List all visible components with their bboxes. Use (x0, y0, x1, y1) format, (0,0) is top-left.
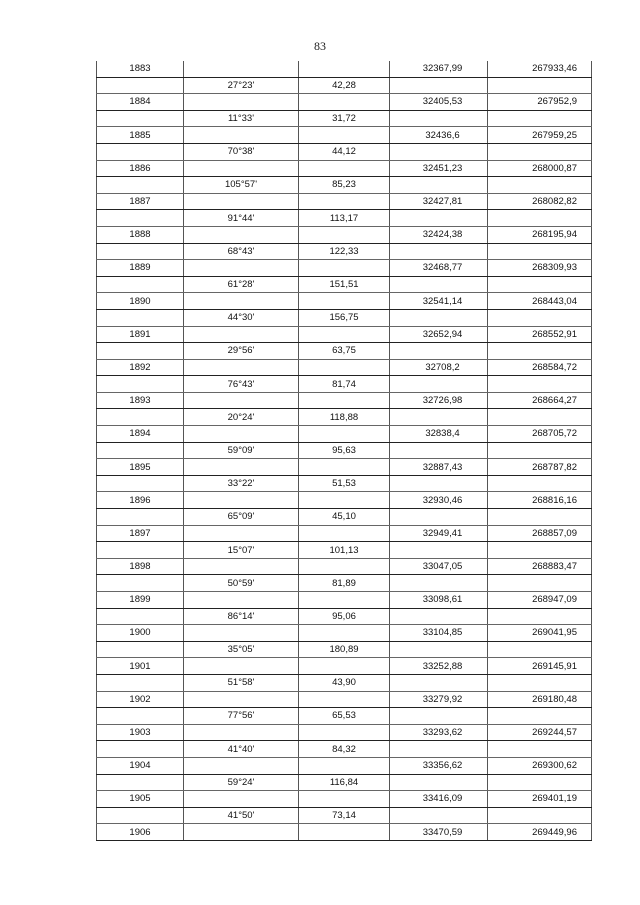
y-coordinate-cell: 269041,95 (488, 625, 592, 642)
y-coordinate-cell: 268705,72 (488, 426, 592, 443)
angle-cell (184, 791, 299, 808)
point-row (97, 193, 592, 210)
point-row (97, 127, 592, 144)
point-number-cell (97, 774, 184, 791)
angle-cell: 50°59' (184, 575, 299, 592)
point-number-cell (97, 210, 184, 227)
point-number-cell (97, 708, 184, 725)
y-coordinate-cell (488, 143, 592, 160)
point-number-cell (97, 309, 184, 326)
distance-cell: 122,33 (299, 243, 390, 260)
angle-cell: 65°09' (184, 509, 299, 526)
x-coordinate-cell: 33279,92 (390, 691, 488, 708)
distance-cell (299, 293, 390, 310)
y-coordinate-cell: 268816,16 (488, 492, 592, 509)
distance-cell (299, 691, 390, 708)
point-number-cell: 1903 (97, 724, 184, 741)
segment-row (97, 110, 592, 127)
y-coordinate-cell (488, 409, 592, 426)
point-number-cell (97, 542, 184, 559)
y-coordinate-cell: 269401,19 (488, 791, 592, 808)
segment-row (97, 77, 592, 94)
point-number-cell (97, 276, 184, 293)
distance-cell (299, 625, 390, 642)
distance-cell: 31,72 (299, 110, 390, 127)
distance-cell: 42,28 (299, 77, 390, 94)
point-number-cell: 1886 (97, 160, 184, 177)
x-coordinate-cell: 32424,38 (390, 226, 488, 243)
angle-cell (184, 492, 299, 509)
distance-cell: 118,88 (299, 409, 390, 426)
distance-cell: 116,84 (299, 774, 390, 791)
distance-cell (299, 558, 390, 575)
y-coordinate-cell (488, 774, 592, 791)
angle-cell (184, 61, 299, 77)
x-coordinate-cell (390, 177, 488, 194)
angle-cell (184, 326, 299, 343)
y-coordinate-cell: 269145,91 (488, 658, 592, 675)
y-coordinate-cell: 267959,25 (488, 127, 592, 144)
point-number-cell (97, 741, 184, 758)
x-coordinate-cell (390, 608, 488, 625)
y-coordinate-cell (488, 442, 592, 459)
distance-cell: 51,53 (299, 475, 390, 492)
y-coordinate-cell: 268000,87 (488, 160, 592, 177)
x-coordinate-cell (390, 674, 488, 691)
point-number-cell (97, 674, 184, 691)
distance-cell: 101,13 (299, 542, 390, 559)
point-number-cell: 1883 (97, 61, 184, 77)
y-coordinate-cell (488, 641, 592, 658)
point-number-cell: 1892 (97, 359, 184, 376)
y-coordinate-cell (488, 807, 592, 824)
segment-row (97, 608, 592, 625)
point-row (97, 326, 592, 343)
x-coordinate-cell (390, 77, 488, 94)
point-row (97, 392, 592, 409)
segment-row (97, 475, 592, 492)
angle-cell: 91°44' (184, 210, 299, 227)
angle-cell (184, 558, 299, 575)
x-coordinate-cell: 32949,41 (390, 525, 488, 542)
distance-cell (299, 426, 390, 443)
angle-cell (184, 459, 299, 476)
point-row (97, 459, 592, 476)
angle-cell: 76°43' (184, 376, 299, 393)
point-number-cell: 1890 (97, 293, 184, 310)
x-coordinate-cell: 32468,77 (390, 260, 488, 277)
point-row (97, 359, 592, 376)
segment-row (97, 674, 592, 691)
y-coordinate-cell: 268857,09 (488, 525, 592, 542)
point-number-cell (97, 110, 184, 127)
x-coordinate-cell: 32427,81 (390, 193, 488, 210)
point-number-cell (97, 641, 184, 658)
coordinates-table-body (97, 61, 592, 840)
point-number-cell: 1904 (97, 757, 184, 774)
angle-cell (184, 160, 299, 177)
angle-cell: 11°33' (184, 110, 299, 127)
x-coordinate-cell: 33293,62 (390, 724, 488, 741)
y-coordinate-cell (488, 608, 592, 625)
segment-row (97, 177, 592, 194)
angle-cell (184, 426, 299, 443)
distance-cell: 95,06 (299, 608, 390, 625)
coordinates-table (96, 61, 592, 841)
y-coordinate-cell: 269300,62 (488, 757, 592, 774)
point-number-cell: 1897 (97, 525, 184, 542)
point-row (97, 160, 592, 177)
x-coordinate-cell (390, 741, 488, 758)
x-coordinate-cell (390, 143, 488, 160)
segment-row (97, 276, 592, 293)
x-coordinate-cell (390, 542, 488, 559)
angle-cell: 61°28' (184, 276, 299, 293)
segment-row (97, 542, 592, 559)
x-coordinate-cell: 32887,43 (390, 459, 488, 476)
point-number-cell (97, 608, 184, 625)
distance-cell (299, 724, 390, 741)
point-row (97, 592, 592, 609)
x-coordinate-cell: 33252,88 (390, 658, 488, 675)
y-coordinate-cell (488, 475, 592, 492)
distance-cell (299, 824, 390, 841)
point-number-cell: 1893 (97, 392, 184, 409)
angle-cell: 20°24' (184, 409, 299, 426)
page-number: 83 (314, 39, 326, 53)
y-coordinate-cell (488, 542, 592, 559)
angle-cell: 41°40' (184, 741, 299, 758)
point-number-cell: 1902 (97, 691, 184, 708)
point-row (97, 525, 592, 542)
y-coordinate-cell (488, 674, 592, 691)
point-row (97, 94, 592, 111)
distance-cell: 65,53 (299, 708, 390, 725)
angle-cell: 41°50' (184, 807, 299, 824)
x-coordinate-cell: 33416,09 (390, 791, 488, 808)
x-coordinate-cell (390, 442, 488, 459)
point-row (97, 757, 592, 774)
point-number-cell: 1906 (97, 824, 184, 841)
y-coordinate-cell: 268309,93 (488, 260, 592, 277)
point-number-cell: 1905 (97, 791, 184, 808)
point-row (97, 61, 592, 77)
y-coordinate-cell: 268082,82 (488, 193, 592, 210)
y-coordinate-cell (488, 243, 592, 260)
distance-cell: 43,90 (299, 674, 390, 691)
y-coordinate-cell: 268552,91 (488, 326, 592, 343)
segment-row (97, 442, 592, 459)
point-number-cell: 1901 (97, 658, 184, 675)
x-coordinate-cell: 32726,98 (390, 392, 488, 409)
point-number-cell: 1900 (97, 625, 184, 642)
distance-cell (299, 127, 390, 144)
segment-row (97, 243, 592, 260)
y-coordinate-cell (488, 177, 592, 194)
distance-cell: 84,32 (299, 741, 390, 758)
y-coordinate-cell: 269244,57 (488, 724, 592, 741)
point-row (97, 226, 592, 243)
y-coordinate-cell: 268883,47 (488, 558, 592, 575)
angle-cell (184, 525, 299, 542)
x-coordinate-cell (390, 243, 488, 260)
y-coordinate-cell (488, 376, 592, 393)
angle-cell (184, 592, 299, 609)
segment-row (97, 641, 592, 658)
y-coordinate-cell (488, 110, 592, 127)
point-row (97, 658, 592, 675)
x-coordinate-cell: 33470,59 (390, 824, 488, 841)
angle-cell (184, 658, 299, 675)
distance-cell: 45,10 (299, 509, 390, 526)
distance-cell (299, 193, 390, 210)
x-coordinate-cell (390, 210, 488, 227)
point-number-cell: 1887 (97, 193, 184, 210)
angle-cell: 44°30' (184, 309, 299, 326)
distance-cell (299, 525, 390, 542)
point-number-cell (97, 177, 184, 194)
point-number-cell (97, 475, 184, 492)
segment-row (97, 210, 592, 227)
angle-cell: 35°05' (184, 641, 299, 658)
segment-row (97, 343, 592, 360)
point-number-cell (97, 376, 184, 393)
segment-row (97, 409, 592, 426)
distance-cell: 81,74 (299, 376, 390, 393)
x-coordinate-cell: 32405,53 (390, 94, 488, 111)
angle-cell: 27°23' (184, 77, 299, 94)
x-coordinate-cell: 32367,99 (390, 61, 488, 77)
angle-cell (184, 757, 299, 774)
point-number-cell (97, 343, 184, 360)
point-number-cell: 1888 (97, 226, 184, 243)
y-coordinate-cell (488, 343, 592, 360)
angle-cell (184, 127, 299, 144)
x-coordinate-cell (390, 343, 488, 360)
distance-cell: 81,89 (299, 575, 390, 592)
angle-cell (184, 824, 299, 841)
y-coordinate-cell (488, 276, 592, 293)
angle-cell (184, 193, 299, 210)
point-number-cell: 1885 (97, 127, 184, 144)
x-coordinate-cell (390, 575, 488, 592)
angle-cell (184, 94, 299, 111)
angle-cell: 77°56' (184, 708, 299, 725)
distance-cell (299, 160, 390, 177)
segment-row (97, 807, 592, 824)
distance-cell (299, 757, 390, 774)
point-row (97, 426, 592, 443)
angle-cell: 51°58' (184, 674, 299, 691)
distance-cell: 44,12 (299, 143, 390, 160)
point-number-cell: 1895 (97, 459, 184, 476)
distance-cell (299, 492, 390, 509)
y-coordinate-cell: 268584,72 (488, 359, 592, 376)
point-row (97, 293, 592, 310)
angle-cell: 33°22' (184, 475, 299, 492)
angle-cell: 59°24' (184, 774, 299, 791)
distance-cell: 156,75 (299, 309, 390, 326)
distance-cell: 73,14 (299, 807, 390, 824)
point-row (97, 691, 592, 708)
distance-cell (299, 392, 390, 409)
x-coordinate-cell (390, 276, 488, 293)
x-coordinate-cell (390, 807, 488, 824)
angle-cell (184, 625, 299, 642)
x-coordinate-cell: 32930,46 (390, 492, 488, 509)
y-coordinate-cell: 268664,27 (488, 392, 592, 409)
y-coordinate-cell (488, 708, 592, 725)
y-coordinate-cell: 269449,96 (488, 824, 592, 841)
point-number-cell (97, 575, 184, 592)
x-coordinate-cell: 32436,6 (390, 127, 488, 144)
y-coordinate-cell: 268947,09 (488, 592, 592, 609)
y-coordinate-cell (488, 575, 592, 592)
angle-cell (184, 359, 299, 376)
y-coordinate-cell: 268787,82 (488, 459, 592, 476)
distance-cell (299, 260, 390, 277)
angle-cell (184, 724, 299, 741)
angle-cell (184, 226, 299, 243)
y-coordinate-cell: 267933,46 (488, 61, 592, 77)
segment-row (97, 143, 592, 160)
distance-cell: 63,75 (299, 343, 390, 360)
segment-row (97, 575, 592, 592)
y-coordinate-cell: 269180,48 (488, 691, 592, 708)
point-row (97, 558, 592, 575)
point-row (97, 625, 592, 642)
segment-row (97, 708, 592, 725)
distance-cell: 113,17 (299, 210, 390, 227)
distance-cell: 180,89 (299, 641, 390, 658)
segment-row (97, 509, 592, 526)
distance-cell: 151,51 (299, 276, 390, 293)
x-coordinate-cell (390, 641, 488, 658)
point-row (97, 791, 592, 808)
x-coordinate-cell: 33356,62 (390, 757, 488, 774)
x-coordinate-cell (390, 708, 488, 725)
point-number-cell: 1891 (97, 326, 184, 343)
y-coordinate-cell (488, 77, 592, 94)
point-number-cell (97, 77, 184, 94)
distance-cell: 85,23 (299, 177, 390, 194)
angle-cell (184, 293, 299, 310)
x-coordinate-cell: 32652,94 (390, 326, 488, 343)
angle-cell: 105°57' (184, 177, 299, 194)
point-number-cell: 1884 (97, 94, 184, 111)
point-row (97, 260, 592, 277)
angle-cell (184, 392, 299, 409)
x-coordinate-cell: 32451,23 (390, 160, 488, 177)
point-number-cell: 1894 (97, 426, 184, 443)
point-number-cell: 1899 (97, 592, 184, 609)
point-number-cell: 1898 (97, 558, 184, 575)
distance-cell (299, 61, 390, 77)
distance-cell (299, 226, 390, 243)
distance-cell (299, 791, 390, 808)
point-row (97, 492, 592, 509)
point-number-cell: 1889 (97, 260, 184, 277)
distance-cell (299, 459, 390, 476)
y-coordinate-cell: 268443,04 (488, 293, 592, 310)
x-coordinate-cell: 32708,2 (390, 359, 488, 376)
segment-row (97, 309, 592, 326)
angle-cell: 29°56' (184, 343, 299, 360)
angle-cell: 68°43' (184, 243, 299, 260)
distance-cell (299, 326, 390, 343)
angle-cell: 59°09' (184, 442, 299, 459)
point-number-cell: 1896 (97, 492, 184, 509)
angle-cell: 15°07' (184, 542, 299, 559)
distance-cell (299, 359, 390, 376)
segment-row (97, 741, 592, 758)
x-coordinate-cell (390, 409, 488, 426)
segment-row (97, 774, 592, 791)
point-number-cell (97, 409, 184, 426)
y-coordinate-cell (488, 741, 592, 758)
y-coordinate-cell: 268195,94 (488, 226, 592, 243)
x-coordinate-cell: 33047,05 (390, 558, 488, 575)
x-coordinate-cell: 33098,61 (390, 592, 488, 609)
x-coordinate-cell (390, 774, 488, 791)
angle-cell: 70°38' (184, 143, 299, 160)
point-number-cell (97, 509, 184, 526)
point-row (97, 824, 592, 841)
y-coordinate-cell: 267952,9 (488, 94, 592, 111)
point-number-cell (97, 807, 184, 824)
y-coordinate-cell (488, 309, 592, 326)
x-coordinate-cell: 32541,14 (390, 293, 488, 310)
point-number-cell (97, 143, 184, 160)
point-number-cell (97, 442, 184, 459)
point-number-cell (97, 243, 184, 260)
x-coordinate-cell (390, 475, 488, 492)
distance-cell (299, 592, 390, 609)
distance-cell: 95,63 (299, 442, 390, 459)
distance-cell (299, 94, 390, 111)
distance-cell (299, 658, 390, 675)
x-coordinate-cell (390, 509, 488, 526)
y-coordinate-cell (488, 509, 592, 526)
x-coordinate-cell (390, 309, 488, 326)
x-coordinate-cell (390, 110, 488, 127)
x-coordinate-cell: 33104,85 (390, 625, 488, 642)
segment-row (97, 376, 592, 393)
point-row (97, 724, 592, 741)
y-coordinate-cell (488, 210, 592, 227)
x-coordinate-cell (390, 376, 488, 393)
angle-cell: 86°14' (184, 608, 299, 625)
angle-cell (184, 691, 299, 708)
x-coordinate-cell: 32838,4 (390, 426, 488, 443)
angle-cell (184, 260, 299, 277)
